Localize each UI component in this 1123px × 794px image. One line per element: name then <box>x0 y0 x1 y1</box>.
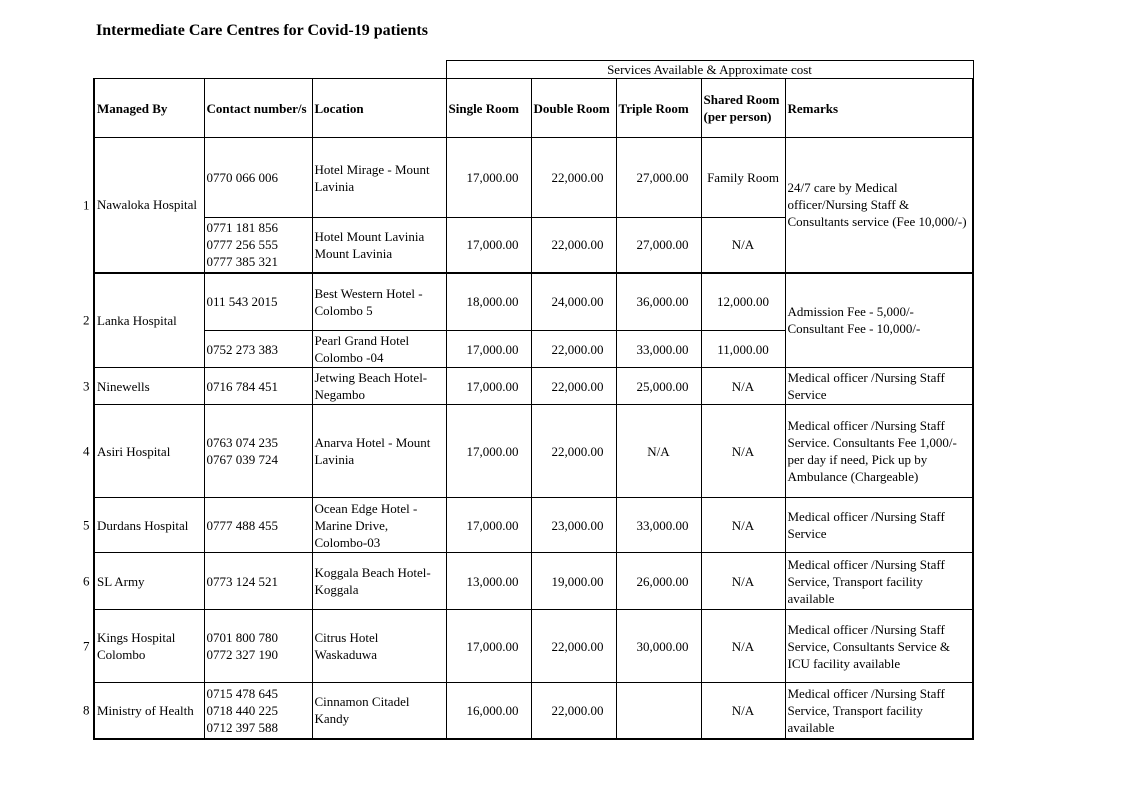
triple-room-cell: 36,000.00 <box>616 273 701 331</box>
shared-room-cell: N/A <box>701 218 785 273</box>
triple-room-cell: 26,000.00 <box>616 553 701 610</box>
managed-by-cell <box>83 610 204 683</box>
table-row <box>94 273 973 331</box>
shared-room-cell: N/A <box>701 405 785 498</box>
contact-number: 0767 039 724 <box>206 452 278 467</box>
location-cell: Koggala Beach Hotel- Koggala <box>312 553 446 610</box>
shared-room-cell: N/A <box>701 553 785 610</box>
remarks-cell: Medical officer /Nursing Staff Service, Transport facility available <box>785 553 973 610</box>
row-index: 7 <box>83 638 90 654</box>
managed-by-cell <box>83 405 204 498</box>
triple-room-cell: 30,000.00 <box>616 610 701 683</box>
double-room-cell: 22,000.00 <box>531 405 616 498</box>
location-cell: Cinnamon Citadel Kandy <box>312 683 446 739</box>
contact-number: 0777 256 555 <box>206 237 278 253</box>
services-super-header: Services Available & Approximate cost <box>446 61 973 79</box>
contact-number: 0773 124 521 <box>206 573 278 589</box>
document-title: Intermediate Care Centres for Covid-19 patients <box>96 22 428 39</box>
remarks-cell: Medical officer /Nursing Staff Service <box>785 498 973 553</box>
row-index: 2 <box>83 312 90 328</box>
double-room-cell: 22,000.00 <box>531 138 616 218</box>
contact-number: 0716 784 451 <box>206 378 278 394</box>
header-contact: Contact number/s <box>204 79 312 138</box>
double-room-cell: 22,000.00 <box>531 331 616 368</box>
triple-room-cell: 27,000.00 <box>616 218 701 273</box>
single-room-cell: 17,000.00 <box>446 405 531 498</box>
contact-cell <box>204 138 312 218</box>
shared-room-cell: 11,000.00 <box>701 331 785 368</box>
single-room-cell: 16,000.00 <box>446 683 531 739</box>
header-single-room: Single Room <box>446 79 531 138</box>
row-index: 8 <box>83 702 90 718</box>
single-room-cell: 17,000.00 <box>446 368 531 405</box>
double-room-cell: 22,000.00 <box>531 368 616 405</box>
managed-by-cell <box>83 683 204 739</box>
contact-number: 0771 181 856 <box>206 220 278 236</box>
location-cell: Jetwing Beach Hotel- Negambo <box>312 368 446 405</box>
managed-by-name: Ninewells <box>97 378 150 394</box>
managed-by-cell <box>83 273 204 368</box>
managed-by-name: Kings Hospital Colombo <box>97 630 176 662</box>
contact-number: 0701 800 780 <box>206 630 278 645</box>
managed-by-cell <box>83 138 204 273</box>
managed-by-name: Asiri Hospital <box>97 443 171 459</box>
managed-by-name: Durdans Hospital <box>97 517 189 533</box>
managed-by-name: Ministry of Health <box>97 702 194 718</box>
double-room-cell: 24,000.00 <box>531 273 616 331</box>
location-cell: Hotel Mirage - Mount Lavinia <box>312 138 446 218</box>
contact-cell <box>204 405 312 498</box>
location-cell: Pearl Grand Hotel Colombo -04 <box>312 331 446 368</box>
contact-cell <box>204 218 312 273</box>
single-room-cell: 13,000.00 <box>446 553 531 610</box>
single-room-cell: 18,000.00 <box>446 273 531 331</box>
remarks-cell: Medical officer /Nursing Staff Service, Consultants Service & ICU facility available <box>785 610 973 683</box>
shared-room-cell: Family Room <box>701 138 785 218</box>
location-cell: Best Western Hotel - Colombo 5 <box>312 273 446 331</box>
single-room-cell: 17,000.00 <box>446 331 531 368</box>
row-index: 3 <box>83 378 90 394</box>
row-index: 6 <box>83 573 90 589</box>
contact-cell <box>204 610 312 683</box>
table-row <box>94 405 973 498</box>
remarks-cell: Admission Fee - 5,000/- Consultant Fee - 10,000/- <box>785 273 973 368</box>
contact-cell <box>204 553 312 610</box>
header-remarks: Remarks <box>785 79 973 138</box>
contact-number: 0715 478 645 <box>206 685 278 701</box>
shared-room-cell: N/A <box>701 610 785 683</box>
remarks-cell: Medical officer /Nursing Staff Service, Transport facility available <box>785 683 973 739</box>
table-row <box>94 683 973 739</box>
triple-room-cell: N/A <box>616 405 701 498</box>
contact-number: 0777 385 321 <box>206 254 278 270</box>
remarks-cell: 24/7 care by Medical officer/Nursing Staff & Consultants service (Fee 10,000/-) <box>785 138 973 273</box>
shared-room-cell: N/A <box>701 498 785 553</box>
remarks-cell: Medical officer /Nursing Staff Service <box>785 368 973 405</box>
triple-room-cell: 25,000.00 <box>616 368 701 405</box>
remarks-cell: Medical officer /Nursing Staff Service. Consultants Fee 1,000/- per day if need, Pick up by Ambulance (Chargeable) <box>785 405 973 498</box>
contact-number: 011 543 2015 <box>206 294 278 310</box>
location-cell: Ocean Edge Hotel - Marine Drive, Colombo-03 <box>312 498 446 553</box>
contact-cell <box>204 273 312 331</box>
row-index: 5 <box>83 517 90 533</box>
contact-number: 0763 074 235 <box>206 435 278 450</box>
care-centres-table <box>83 60 974 740</box>
contact-cell <box>204 683 312 739</box>
blank-header-space <box>94 61 446 79</box>
triple-room-cell: 33,000.00 <box>616 498 701 553</box>
contact-cell <box>204 368 312 405</box>
contact-number: 0712 397 588 <box>206 719 278 735</box>
contact-cell <box>204 498 312 553</box>
double-room-cell: 23,000.00 <box>531 498 616 553</box>
location-cell: Citrus Hotel Waskaduwa <box>312 610 446 683</box>
location-cell: Hotel Mount Lavinia Mount Lavinia <box>312 218 446 273</box>
double-room-cell: 22,000.00 <box>531 683 616 739</box>
single-room-cell: 17,000.00 <box>446 610 531 683</box>
triple-room-cell: 33,000.00 <box>616 331 701 368</box>
triple-room-cell: 27,000.00 <box>616 138 701 218</box>
table-row <box>94 610 973 683</box>
managed-by-cell <box>83 498 204 553</box>
shared-room-cell: N/A <box>701 683 785 739</box>
table-row <box>94 498 973 553</box>
shared-room-cell: 12,000.00 <box>701 273 785 331</box>
header-location: Location <box>312 79 446 138</box>
header-managed-by: Managed By <box>94 79 204 138</box>
row-index: 4 <box>83 443 90 459</box>
table-row <box>94 368 973 405</box>
table-row <box>94 553 973 610</box>
single-room-cell: 17,000.00 <box>446 218 531 273</box>
managed-by-name: Lanka Hospital <box>97 312 177 328</box>
managed-by-name: SL Army <box>97 573 145 589</box>
header-triple-room: Triple Room <box>616 79 701 138</box>
row-index: 1 <box>83 197 90 213</box>
single-room-cell: 17,000.00 <box>446 498 531 553</box>
contact-number: 0752 273 383 <box>206 341 278 357</box>
location-cell: Anarva Hotel - Mount Lavinia <box>312 405 446 498</box>
table-row <box>94 138 973 218</box>
contact-number: 0772 327 190 <box>206 647 278 662</box>
double-room-cell: 22,000.00 <box>531 218 616 273</box>
triple-room-cell <box>616 683 701 739</box>
double-room-cell: 19,000.00 <box>531 553 616 610</box>
contact-number: 0770 066 006 <box>206 170 278 185</box>
managed-by-cell <box>83 553 204 610</box>
contact-cell <box>204 331 312 368</box>
header-shared-room: Shared Room (per person) <box>701 79 785 138</box>
header-double-room: Double Room <box>531 79 616 138</box>
managed-by-name: Nawaloka Hospital <box>97 197 198 213</box>
managed-by-cell <box>83 368 204 405</box>
double-room-cell: 22,000.00 <box>531 610 616 683</box>
contact-number: 0777 488 455 <box>206 517 278 533</box>
shared-room-cell: N/A <box>701 368 785 405</box>
contact-number: 0718 440 225 <box>206 702 278 718</box>
single-room-cell: 17,000.00 <box>446 138 531 218</box>
